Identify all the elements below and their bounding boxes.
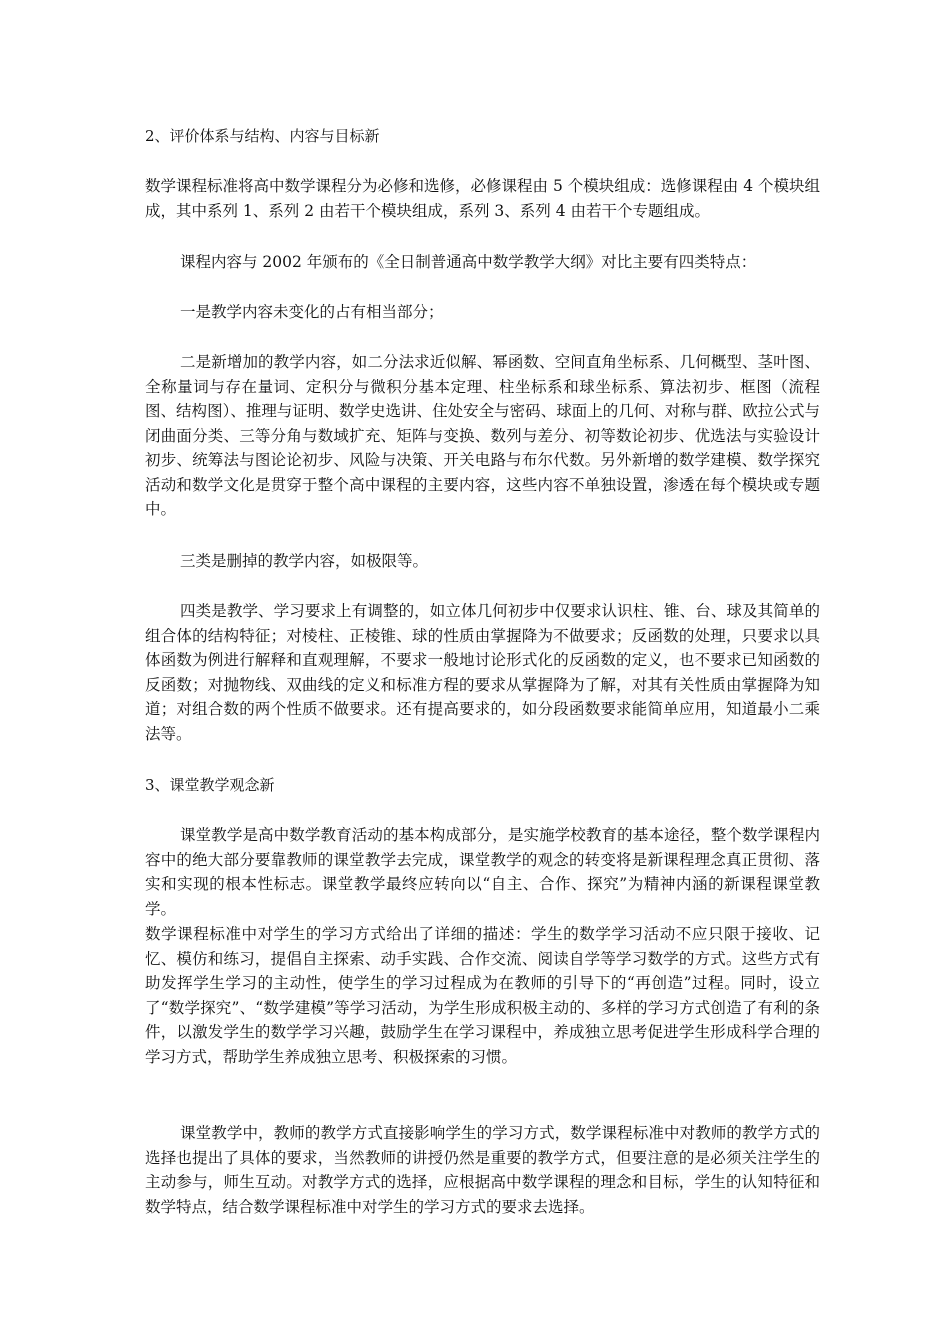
paragraph-new-content: 二是新增加的教学内容，如二分法求近似解、幂函数、空间直角坐标系、几何概型、茎叶图、全称量词与存在量词、定积分与微积分基本定理、柱坐标系和球坐标系、算法初步、框图（流程图、结构图）、推理与证明、数学史选讲、住处安全与密码、球面上的几何、对称与群、欧拉公式与闭曲面分类、三等分角与数域扩充、矩阵与变换、数列与差分、初等数论初步、优选法与实验设计初步、统筹法与图论论初步、风险与决策、开关电路与布尔代数。另外新增的数学建模、数学探究活动和数学文化是贯穿于整个高中课程的主要内容，这些内容不单独设置，渗透在每个模块或专题中。 [145, 353, 820, 518]
paragraph-course-structure: 数学课程标准将高中数学课程分为必修和选修，必修课程由 5 个模块组成：选修课程由 4 个模块组成，其中系列 1、系列 2 由若干个模块组成，系列 3、系列 4 由若干个专题组成。 [145, 177, 820, 220]
paragraph-content-comparison: 课程内容与 2002 年颁布的《全日制普通高中数学教学大纲》对比主要有四类特点： [180, 253, 757, 271]
paragraph-learning-methods: 数学课程标准中对学生的学习方式给出了详细的描述：学生的数学学习活动不应只限于接收、记忆、模仿和练习，提倡自主探索、动手实践、合作交流、阅读自学等学习数学的方式。这些方式有助发挥学生学习的主动性，使学生的学习过程成为在教师的引导下的“再创造”过程。同时，设立了“数学探究”、“数学建模”等学习活动，为学生形成积极主动的、多样的学习方式创造了有利的条件，以激发学生的数学学习兴趣，鼓励学生在学习课程中，养成独立思考促进学生形成科学合理的学习方式，帮助学生养成独立思考、积极探索的习惯。 [145, 925, 820, 1066]
paragraph-removed-content: 三类是删掉的教学内容，如极限等。 [180, 552, 429, 570]
paragraph-classroom-teaching: 课堂教学是高中数学教育活动的基本构成部分，是实施学校教育的基本途径，整个数学课程内容中的绝大部分要靠教师的课堂教学去完成，课堂教学的观念的转变将是新课程理念真正贯彻、落实和实现的根本性标志。课堂教学最终应转向以“自主、合作、探究”为精神内涵的新课程课堂教学。 [145, 826, 820, 918]
section-heading-2: 2、评价体系与结构、内容与目标新 [145, 127, 380, 145]
paragraph-teaching-methods: 课堂教学中，教师的教学方式直接影响学生的学习方式，数学课程标准中对教师的教学方式的选择也提出了具体的要求，当然教师的讲授仍然是重要的教学方式，但要注意的是必须关注学生的主动参与，师生互动。对教学方式的选择，应根据高中数学课程的理念和目标，学生的认知特征和数学特点，结合数学课程标准中对学生的学习方式的要求去选择。 [145, 1124, 820, 1216]
paragraph-unchanged-content: 一是教学内容未变化的占有相当部分； [180, 303, 444, 321]
section-heading-3: 3、课堂教学观念新 [145, 776, 275, 794]
paragraph-adjusted-requirements: 四类是教学、学习要求上有调整的，如立体几何初步中仅要求认识柱、锥、台、球及其简单的组合体的结构特征；对棱柱、正棱锥、球的性质由掌握降为不做要求；反函数的处理，只要求以具体函数为例进行解释和直观理解，不要求一般地讨论形式化的反函数的定义，也不要求已知函数的反函数；对抛物线、双曲线的定义和标准方程的要求从掌握降为了解，对其有关性质由掌握降为知道；对组合数的两个性质不做要求。还有提高要求的，如分段函数要求能简单应用，知道最小二乘法等。 [145, 602, 820, 743]
